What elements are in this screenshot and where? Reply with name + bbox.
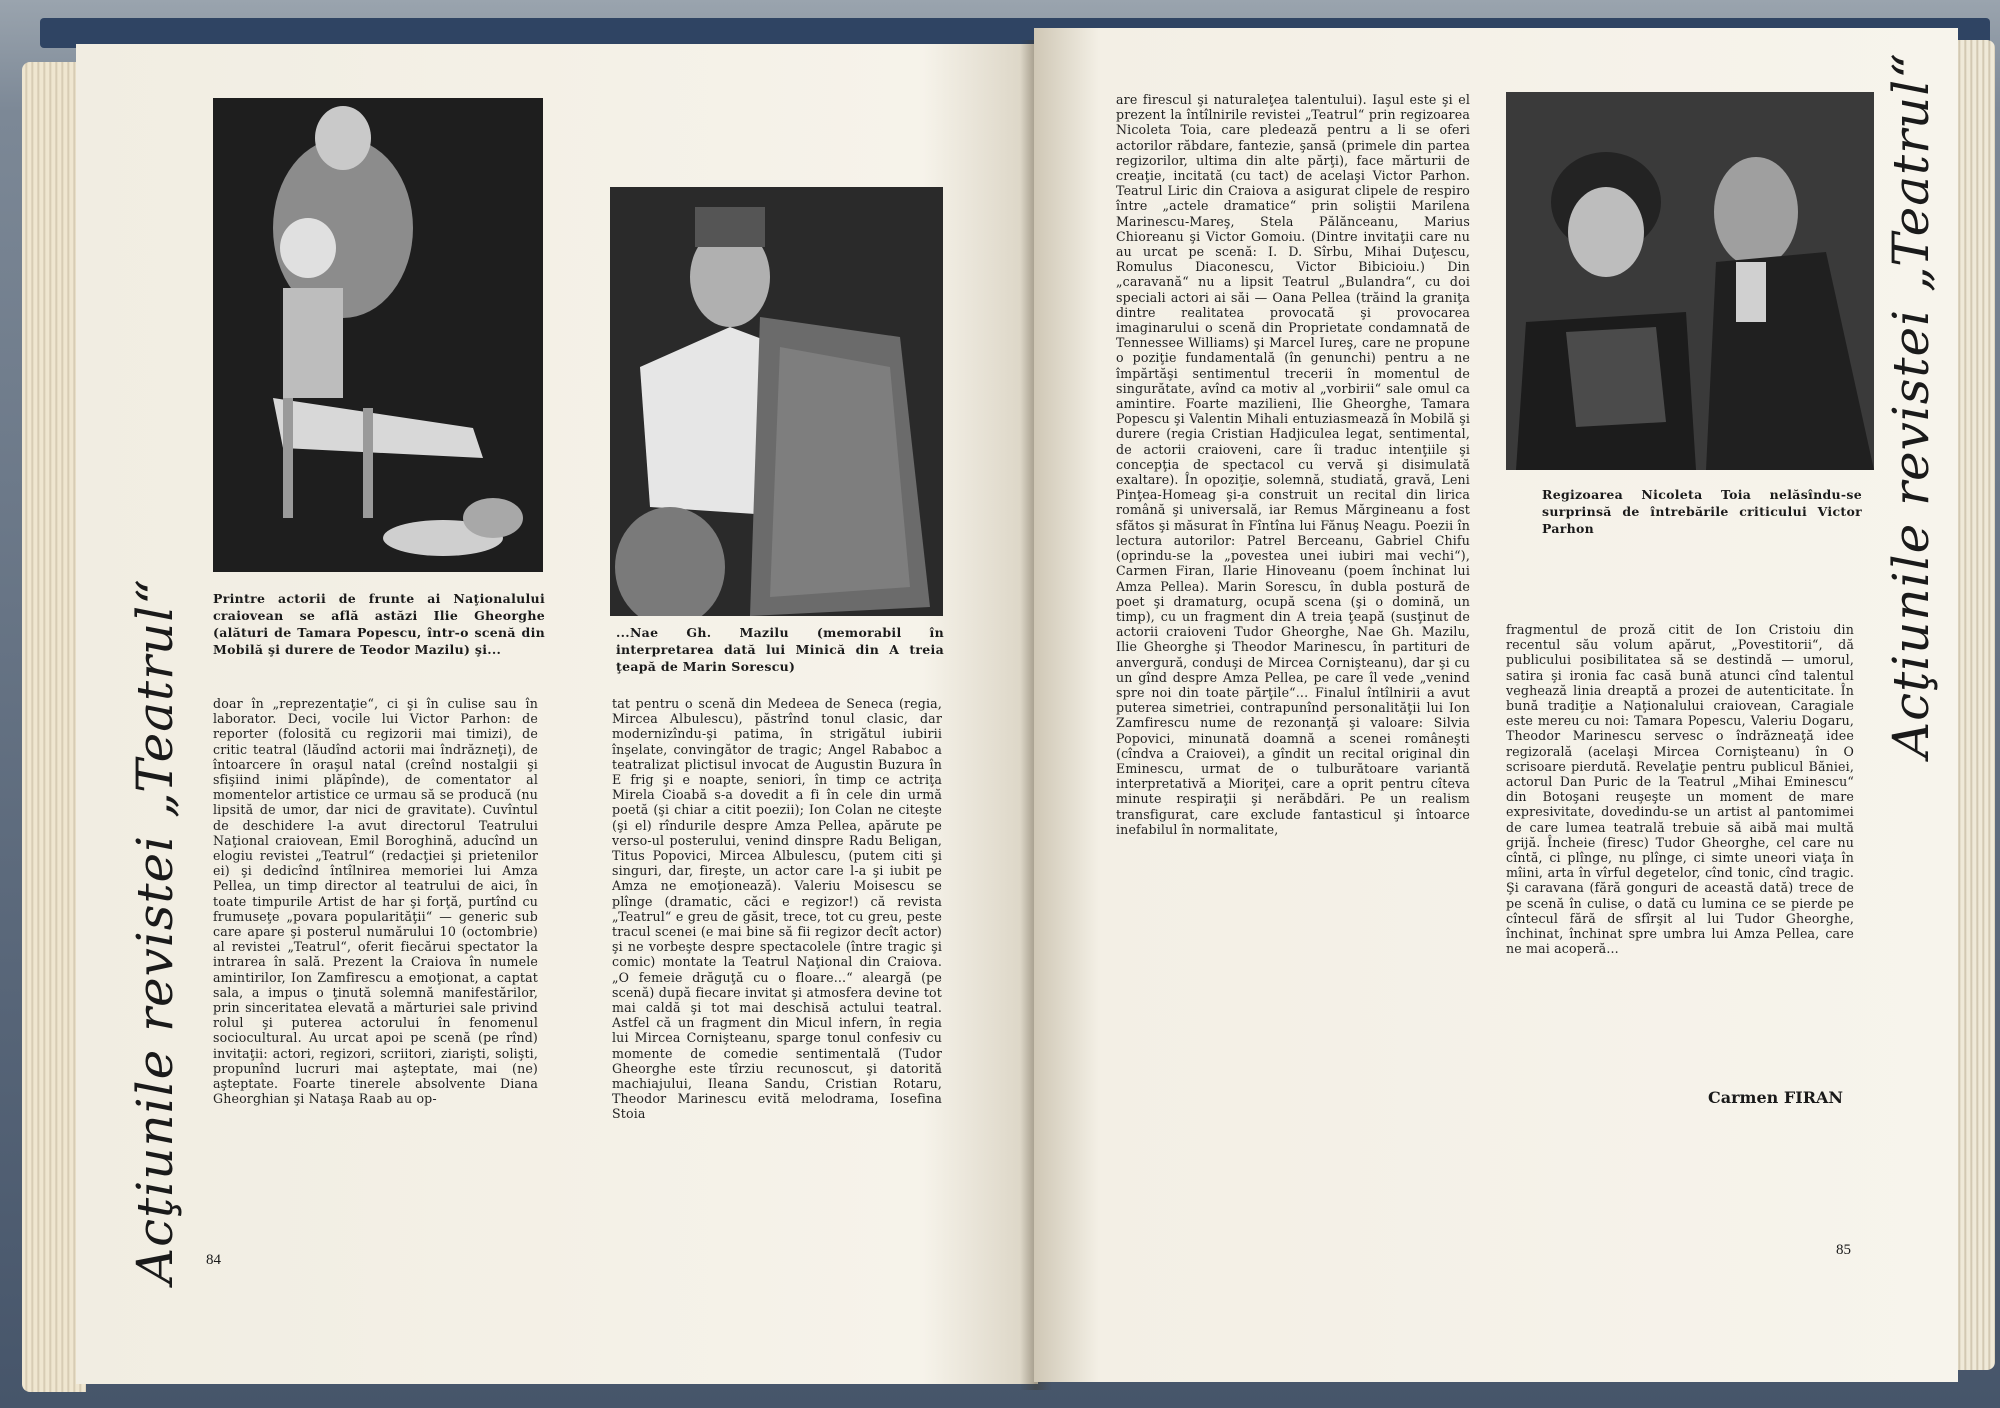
text-column-1 [213, 696, 538, 1284]
photo-nae-mazilu [610, 187, 943, 616]
caption-photo-3: Regizoarea Nicoleta Toia nelăsîndu-se surprinsă de întrebările criticului Victor Parhon [1542, 487, 1862, 536]
article-author: Carmen FIRAN [1708, 1088, 1844, 1107]
caption-photo-2: ...Nae Gh. Mazilu (memorabil în interpretarea dată lui Minică din A treia ţeapă de Marin Sorescu) [616, 625, 944, 674]
photo-ilie-gheorghe-tamara-popescu [213, 98, 543, 572]
vertical-title-left: Acţiunile revistei „Teatrul“ [126, 578, 184, 1284]
column-1-text: doar în „reprezentaţie“, ci şi în culise sau în laborator. Deci, vocile lui Victor Parhon: de reporter (folosită cu regizorii mai timizi), de critic teatral (lăudînd actorii mai îndrăzneţi), de întoarcere în oraşul natal (creînd nostalgii şi sfişiind inimi plăpînde), de comentator al momentelor artistice ce urmau să se producă (nu lipsită de umor, dar nici de gravitate). Cuvîntul de deschidere l-a avut directorul Teatrului Naţional craiovean, Emil Boroghină, aducînd un elogiu revistei „Teatrul“ (redacţiei şi prietenilor ei) şi dedicînd întîlnirea memoriei lui Amza Pellea, un timp director al teatrului de aici, în toate timpurile Artist de har şi forţă, purtînd cu frumuseţe „povara popularităţii“ — generic sub care apare şi posterul numărului 10 (octombrie) al revistei „Teatrul“, oferit fiecărui spectator la intrarea în sală. Prezent la Craiova în numele amintirilor, Ion Zamfirescu a emoţionat, a captat sala, a impus o ţinută solemnă manifestărilor, prin sinceritatea elevată a mărturiei sale privind rolul şi puterea actorului în fenomenul sociocultural. Au urcat apoi pe scenă (pe rînd) invitaţii: actori, regizori, scriitori, ziarişti, solişti, propunînd lucruri mai aşteptate, mai (ne) aşteptate. Foarte tinerele absolvente Diana Gheorghian şi Nataşa Raab au op- [213, 696, 538, 1107]
page-number-right: 85 [1836, 1242, 1851, 1258]
photo-nicoleta-toia-victor-parhon [1506, 92, 1874, 470]
column-2-text: tat pentru o scenă din Medeea de Seneca (regia, Mircea Albulescu), păstrînd tonul clasic, dar modernizîndu-şi patima, în strigătul iubirii înşelate, convingător de tragic; Angel Rababoc a teatralizat plictisul invocat de Augustin Buzura în E frig şi e noapte, seniori, în timp ce actriţa Mirela Cioabă s-a dovedit a fi în cele din urmă poetă (şi chiar a citit poezii); Ion Colan ne citeşte (şi el) rîndurile despre Amza Pellea, apărute pe verso-ul posterului, venind dinspre Radu Beligan, Titus Popovici, Mircea Albulescu, (putem citi şi singuri, dar, fireşte, un actor care l-a şi iubit pe Amza ne emoţionează). Valeriu Moisescu se plînge (dramatic, căci e regizor!) că revista „Teatrul“ e greu de găsit, trece, tot cu greu, peste tracul scenei (e mai bine să fii regizor decît actor) şi ne vorbeşte despre spectacolele (între tragic şi comic) montate la Teatrul Naţional din Craiova. „O femeie drăguţă cu o floare...“ aleargă (pe scenă) după fiecare invitat şi atmosfera devine tot mai caldă şi tot mai deschisă actului teatral. Astfel că un fragment din Micul infern, în regia lui Mircea Cornişteanu, sparge tonul confesiv cu momente de comedie sentimentală (Tudor Gheorghe este tîrziu recunoscut, şi datorită machiajului, Ileana Sandu, Cristian Rotaru, Theodor Marinescu evită melodrama, Iosefina Stoia [612, 696, 942, 1122]
text-column-4 [1506, 622, 1854, 1102]
page-number-left: 84 [206, 1252, 221, 1268]
right-page [1034, 28, 1958, 1382]
column-4-text: fragmentul de proză citit de Ion Cristoiu din recentul său volum apărut, „Povestitorii“, dă publicului posibilitatea să se destindă — umorul, satira şi ironia fac casă bună atunci cînd talentul veghează linia dreaptă a prozei de autenticitate. În bună tradiţie a Naţionalului craiovean, Caragiale este mereu cu noi: Tamara Popescu, Valeriu Dogaru, Theodor Marinescu servesc o îndrăzneaţă idee regizorală (acelaşi Mircea Cornişteanu) în O scrisoare pierdută. Revelaţie pentru publicul Băniei, actorul Dan Puric de la Teatrul „Mihai Eminescu“ din Botoşani reuşeşte un moment de mare expresivitate, dovedindu-se un artist al pantomimei de care lumea teatrală trebuie să aibă mai multă grijă. Încheie (firesc) Tudor Gheorghe, cel care nu cîntă, ci plînge, nu plînge, ci simte uneori viaţa în mîini, arta în vîrful degetelor, cînd tonic, cînd tragic. Şi caravana (fără gonguri de această dată) trece de pe scenă în culise, o dată cu lumina ce se pierde pe cîntecul fără de sfîrşit al lui Tudor Gheorghe, închinat, închinat spre umbra lui Amza Pellea, care ne mai acoperă... [1506, 622, 1854, 957]
text-column-3 [1116, 92, 1470, 1152]
text-column-2 [612, 696, 942, 1284]
left-page [76, 44, 1038, 1384]
column-3-text: are firescul şi naturaleţea talentului). Iaşul este şi el prezent la întîlnirile revistei „Teatrul“ prin regizoarea Nicoleta Toia, care pledează pentru a li se oferi actorilor răbdare, fantezie, şansă (primele din partea regizorilor, ultima din alte părţi), face mărturii de creaţie, incitată (cu tact) de acelaşi Victor Parhon. Teatrul Liric din Craiova a asigurat clipele de respiro între „actele dramatice“ prin soliştii Marilena Marinescu-Mareş, Stela Pălănceanu, Marius Chioreanu şi Victor Gomoiu. (Dintre invitaţii care nu au urcat pe scenă: I. D. Sîrbu, Mihai Duţescu, Romulus Diaconescu, Victor Bibicioiu.) Din „caravană“ nu a lipsit Teatrul „Bulandra“, cu doi speciali actori ai săi — Oana Pellea (trăind la graniţa dintre realitatea provocată şi provocarea imaginarului o scenă din Proprietate condamnată de Tennessee Williams) şi Marcel Iureş, care ne propune o poziţie fundamentală (în genunchi) pentru a ne împărtăşi sentimentul trecerii în momentul de singurătate, avînd ca motiv al „vorbirii“ sale omul ca amintire. Foarte mazilieni, Ilie Gheorghe, Tamara Popescu şi Valentin Mihali entuziasmează în Mobilă şi durere (regia Cristian Hadjiculea legat, sentimental, de actorii craioveni, care îi traduc intenţiile şi concepţia de spectacol cu vervă şi disimulată exaltare). În opoziţie, solemnă, studiată, gravă, Leni Pinţea-Homeag şi-a construit un recital din lirica română şi universală, iar Remus Mărgineanu a fost sfătos şi măsurat în Fîntîna lui Fănuş Neagu. Poezii în lectura autorilor: Patrel Berceanu, Gabriel Chifu (oprindu-se la „povestea unei iubiri mai vechi“), Carmen Firan, Ilarie Hinoveanu (poem închinat lui Amza Pellea). Marin Sorescu, în dubla postură de poet şi dramaturg, ocupă scena (şi o domină, un timp), cu un fragment din A treia ţeapă (susţinut de actorii craioveni Tudor Gheorghe, Nae Gh. Mazilu, Ilie Gheorghe şi Theodor Marinescu, în partituri de anvergură, conduşi de Mircea Cornişteanu), dar şi cu un gînd despre Amza Pellea, pe care îl vede „venind spre noi din toate părţile“... Finalul întîlnirii a avut puterea simetriei, contrapunînd personalităţii lui Ion Zamfirescu nume de rezonanţă şi valoare: Silvia Popovici, minunată doamnă a scenei româneşti (cîndva a Craiovei), a gîndit un recital original din Eminescu, urmat de o tulburătoare variantă interpretativă a Mioriţei, care a oprit pentru cîteva minute respiraţii şi nerăbdări. Pe un realism transfigurat, care exclude fantasticul şi întoarce inefabilul în normalitate, [1116, 92, 1470, 837]
caption-photo-1: Printre actorii de frunte ai Naţionalului craiovean se află astăzi Ilie Gheorghe (alături de Tamara Popescu, într-o scenă din Mobilă şi durere de Teodor Mazilu) şi... [213, 591, 545, 657]
page-edges-right [1955, 40, 1995, 1370]
vertical-title-right: Acţiunile revistei „Teatrul“ [1882, 52, 1940, 758]
